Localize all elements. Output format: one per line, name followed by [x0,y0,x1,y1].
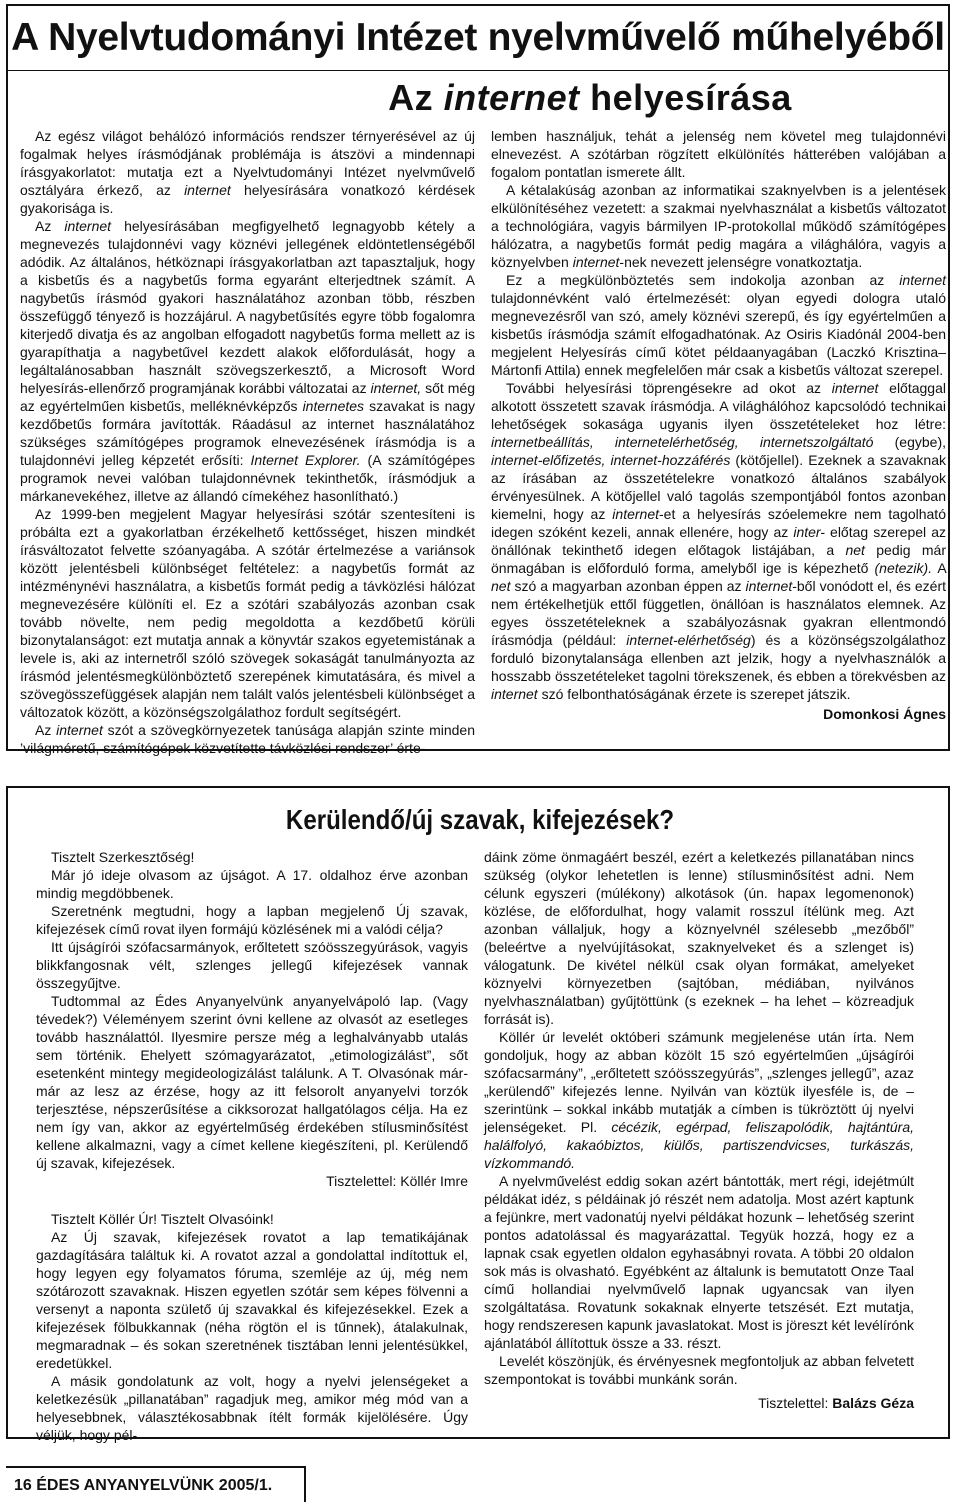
paragraph: A másik gondolatunk az volt, hogy a nyelvi jelenségeket a keletkezésük „pillanatában” ragadjuk meg, amikor még mód van a helyesebbnek, választékosabbnak ítélt formák kijelölésére. Úgy véljük, hogy pél- [36,1373,468,1443]
text-run: szó a magyarban azonban éppen az [510,578,746,594]
italic-term: internet, [370,380,422,396]
text-run: A [932,560,946,576]
italic-term: internet-előfizetés, internet-hozzáférés [491,452,731,468]
italic-term: internet [64,218,112,234]
text-run: tulajdonnévként való értelmezését: olyan egyedi dologra utaló megnevezésről van szó, amely köznévi szerepű, és így egyértelműen a kisbetűs írásmódja számít elfogadhatónak. Az Osiris Kiadónál 2004-ben megjelent Helyesírás című kötet példaanyagában (Laczkó Krisztina–Mártonfi Attila) ennek megfelelően már csak a kisbetűs változat szerepel. [491,290,946,378]
section-header-title: A Nyelvtudományi Intézet nyelvművelő műhelyéből [11,16,945,59]
text-run: pedig már önmagában is előforduló forma, amelyből ige is képezhető [491,542,946,576]
paragraph: Már jó ideje olvasom az újságot. A 17. oldalhoz érve azonban mindig megdöbbenek. [36,867,468,901]
paragraph [491,127,946,181]
article-column-left [20,127,475,757]
italic-term: internet [745,578,793,594]
text-run: A kétalakúság azonban az informatikai szaknyelvben is a jelentések elkülönítéséhez vezetett: a szakmai nyelvhasználat a kisbetűs változatot a technológiára, vagyis bármilyen IP-protokollal működő számítógépes hálózatra, a nagybetűs formát pedig magára a világhálóra, vagyis a köznyelvben [491,182,946,270]
paragraph: Itt újságírói szófacsarmányok, erőltetett szóösszegyúrások, vagyis blikkfangosnak vélt, szlenges jellegű kifejezések vannak összegyűjtve. [36,939,468,991]
paragraph [20,721,475,757]
paragraph [484,1028,914,1172]
italic-term: (netezik). [874,560,933,576]
italic-term: internet-elérhetőség [626,632,751,648]
italic-term: internetbeállítás, internetelérhetőség, internetszolgáltató [491,434,874,450]
text-run: Az egész világot behálózó információs rendszer térnyerésével az új fogalmak helyes írásmódjának problémája is átszövi a mindennapi írásgyakorlatot: mutatja ezt a Nyelvtudományi Intézet nyelvművelő osztályára érkező, az [20,128,475,198]
article-box-new-words [6,786,950,1443]
paragraph: Tudtommal az Édes Anyanyelvünk anyanyelvápoló lap. (Vagy tévedek?) Véleményem szerint óvni kellene az olvasót az esetleges tovább használattól. Ilyesmire persze még a leghalványabb utalás sem történik. Ehelyett szómagyarázatot, „etimologizálást”, sőt esetenként mintegy megideologizálást találunk. A T. Olvasónak már-már az lesz az érzése, hogy az itt felsorolt anyanyelvi torzók terjesztése, népszerűsítése a cikksorozat hallgatólagos célja. Ha ez nem így van, akkor az egyértelműség érdekében stílusminősítést kellene alkalmazni, vagy a címet kellene kiegészíteni, pl. Kerülendő új szavak, kifejezések. [36,993,468,1171]
letter-column-left [36,848,468,1444]
text-run: szót a szövegkörnyezetek tanúsága alapján szinte minden ’világméretű, számítógépek közvetítette távközlési rendszer’ érte- [20,722,475,756]
italic-term: internet [184,182,231,198]
italic-term: cécézik, egérpad, feliszapolódik, hajtántúra, halálfolyó, kakaóbiztos, kiülős, partiszendvicses, turkászás, vízkommandó. [484,1119,914,1171]
text-run: (egybe), [873,434,947,450]
text-run: További helyesírási töprengésekre ad okot az [506,380,832,396]
text-run: (A számítógépes programok nevei valóban tulajdonnévnek tekinthetők, írásmódjuk a márkanevekéhez, illetve az állandó címekéhez hasonlítható.) [20,452,475,504]
italic-term: internet [899,272,946,288]
text-run: Köllér úr levelét októberi számunk megjelenése után írta. Nem gondoljuk, hogy az abban közölt 15 szó egyértelműen „újságírói szófacsarmány”, „erőltetett szóösszegyúrás”, „szlenges jellegű”, azaz „kerülendő” kifejezés lenne. Nyilván van köztük ilyesféle is, de – szerintünk – sokkal inkább mutatják a címben is tükröztött új nyelvi jelenségeket. Pl. [484,1029,914,1135]
italic-term: internet [831,380,879,396]
article-title [238,76,942,120]
letter-closing: Tisztelettel: Köllér Imre [326,1173,468,1189]
article-title: Kerülendő/új szavak, kifejezések? [285,804,675,835]
italic-term: inter- [793,524,825,540]
text-run: helyesírásában megfigyelhető legnagyobb kétely a megnevezés tulajdonnévi vagy köznévi jellegének eldöntetlenségéből adódik. Az általános, hétköznapi írásgyakorlatban azt tapasztaljuk, hogy a kisbetűs és a nagybetűs forma egyaránt elterjedtnek számít. A nagybetűs írásmód gyakori használatához azonban több, részben összefüggő tényező is hozzájárul. A nagybetűsítés egyre több fogalomra kiterjedő divatja és az angolban elfogadott nagybetűs forma mellett az is gyarapíthatja a nagybetűvel kezdett alakok előfordulását, hogy a legáltalánosabban használt szövegszerkesztő, a Microsoft Word helyesírás-ellenőrző programjának korábbi változatai az [20,218,475,396]
reply-closing-name: Balázs Géza [832,1395,914,1411]
text-run: szavakat is nagy kezdőbetűs formára javították. Ráadásul az internet használatához szükséges számítógépes programok elnevezésének írásmódja is a tulajdonnévi jelleg képzetét erősíti: [20,398,475,468]
italic-term: internetes [302,398,365,414]
italic-term: internet [56,722,103,738]
paragraph: Szeretnénk megtudni, hogy a lapban megjelenő Új szavak, kifejezések című rovat ilyen formájú közlésének mi a valódi célja? [36,903,468,937]
text-run: lemben használjuk, tehát a jelenség nem követel meg tulajdonnévi elnevezést. A szótárban rögzített elkülönítés hátterében valójában a fogalom pontatlan ismerete állt. [491,128,946,180]
paragraph: Levelét köszönjük, és érvényesnek megfontoljuk az abban felvetett szempontokat is további munkánk során. [484,1353,914,1387]
text-run: Az [35,722,57,738]
reply-salutation: Tisztelt Köllér Úr! Tisztelt Olvasóink! [51,1211,274,1227]
paragraph [491,271,946,379]
paragraph [20,217,475,505]
article-title-italic: internet [443,77,580,118]
text-run: -nek nevezett jelenségre vonatkoztatja. [619,254,863,270]
paragraph [20,127,475,217]
italic-term: Internet Explorer. [250,452,361,468]
text-run: (kötőjellel). Ezeknek a szavaknak az írásában az összetételekre vonatkozó általános szabályok érvényesülnek. A kötőjellel való tagolás szempontjából fontos azonban kiemelni, hogy az [491,452,947,522]
text-run: Az [35,218,65,234]
paragraph: dáink zöme önmagáért beszél, ezért a keletkezés pillanatában nincs szükség (olykor lehetetlen is lenne) stílusminősítést adni. Nem célunk egyszeri (múlékony) alkotások (ún. hapax legomenonok) közlése, de előfordulhat, hogy valamit rosszul ítélünk meg. Azt azonban vállaljuk, hogy a köznyelvnél szélesebb „mezőből” (beleértve a nyelvújításokat, szaknyelveket és a szlenget is) válogatunk. De kivétel nélkül csak olyan formákat, amelyeket köznyelvi környezetben (sajtóban, médiában, nyilvános nyelvhasználatban) gyűjtöttünk (s ezeknek – ha lehet – közreadjuk forrását is). [484,849,914,1027]
article-title-part: helyesírása [579,77,792,118]
page-footer [6,1466,306,1502]
text-run: -ből vonódott el, és ezért nem értékelhetjük ettől független, önállóan is használatos elemnek. Az egyes összetételeknek a szabályozásnak gyakran ellentmondó írásmódja (például: [491,578,946,648]
paragraph: Az Új szavak, kifejezések rovatot a lap tematikájának gazdagítására találtuk ki. A rovatot azzal a gondolattal indítottuk el, hogy legyen egy folyamatos fóruma, szemléje az új, még nem szótározott szavaknak. Hiszen egyetlen szótár sem képes fölvenni a versenyt a naponta születő új szavakkal és kifejezésekkel. Ezek a kifejezések fölbukkannak (néha rögtön el is tűnnek), átalakulnak, megmaradnak – és sokan szeretnének tisztában lenni jelentésükkel, eredetükkel. [36,1229,468,1371]
text-run: Ez a megkülönböztetés sem indokolja azonban az [506,272,900,288]
reply-column-right [484,848,914,1412]
italic-term: net [491,578,511,594]
italic-term: internet [612,506,659,522]
letter-salutation: Tisztelt Szerkesztőség! [51,849,195,865]
italic-term: net [845,542,865,558]
page-number-footer: 16 ÉDES ANYANYELVÜNK 2005/1. [14,1477,273,1494]
text-run: előtag szerepel az önállónak tekinthető idegen előtagok listájában, a [491,524,946,558]
text-run: szó felbonthatóságának érzete is szerepet játszik. [537,686,851,702]
author-signature: Domonkosi Ágnes [823,706,946,722]
paragraph: A nyelvművelést eddig sokan azért bántották, mert régi, idejétmúlt példákat idéz, s példáinak jó részét nem adatolja. Most azért kaptunk a fejünkre, mert vadonatúj nyelvi példákat hozunk – lehetőség szerint pontos adatolással és magyarázattal. Tegyük hozzá, hogy ez a lapnak csak egyetlen oldalon egyhasábnyi rovata. A többi 20 oldalon sok más is olvasható. Egyébként az általunk is bemutatott Onze Taal című hollandiai nyelvművelő lapnak ugyancsak van ilyen szolgáltatása. Rovatunk sokaknak elnyerte tetszését. Ezt mutatja, hogy rendszeresen kapunk javaslatokat. Most is jöreszt két levélírónk ajánlatából állítottuk össze a 33. részt. [484,1173,914,1351]
article-column-right [491,127,946,723]
text-run: sőt még az egyértelműen kisbetűs, melléknévképzős [20,380,475,414]
article-title-part: Az [388,77,444,118]
paragraph [491,379,946,703]
reply-closing-prefix: Tisztelettel: [758,1395,833,1411]
reply-closing [484,1394,914,1412]
paragraph [20,505,475,721]
text-run: Az 1999-ben megjelent Magyar helyesírási szótár szentesíteni is próbálta ezt a gyakorlatban érzékelhető kettősséget, hiszen mindkét írásváltozatot felvette szóanyagába. A szótár értelmezése a variánsok között jelentésbeli különbséget feltételez: a nagybetűs formát az intézménynévi használatra, a kisbetűs formát pedig a távközlési hálózat megnevezésére különíti el. Ez a szótári szabályozás azonban csak tovább növelte, nem pedig megoldotta a kezdőbetű körüli bizonytalanságot: ezt mutatja annak a könyvtár szakos egyetemistának a levele is, aki az internetről szóló szövegek sokaságát tanulmányozta az írásmód jelentésmegkülönböztető szerepének kimutatására, és mivel a szövegösszefüggések alapján nem talált valós jelentésbeli különbséget a változatok között, a közönségszolgálathoz fordult segítségért. [20,506,475,720]
text-run: ) és a közönségszolgálathoz forduló bizonytalansága ellenben azt jelzik, hogy a nyelvhasználók a hosszabb összetételeket tagolni törekszenek, és ebben a törekvésben az [491,632,946,684]
article-box-internet [6,4,950,756]
header-divider [8,70,948,71]
text-run: -et a helyesírás szóelemekre nem tagolható idegen szóként kezeli, annak ellenére, hogy az [491,506,946,540]
text-run: előtaggal alkotott összetett szavak írásmódja. A világhálóhoz kapcsolódó technikai lehetőségek sokasága ugyanis ilyen összetételeket hoz létre: [491,380,946,432]
text-run: helyesírására vonatkozó kérdések gyakorisága is. [20,182,475,216]
paragraph [491,181,946,271]
italic-term: internet [572,254,620,270]
italic-term: internet [491,686,538,702]
